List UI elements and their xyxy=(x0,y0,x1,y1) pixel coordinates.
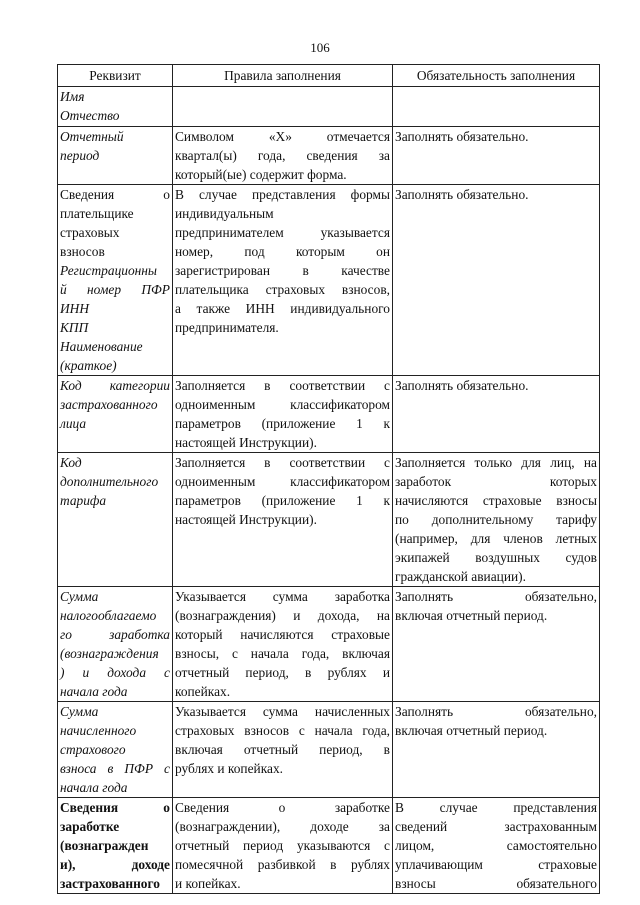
cell-text-line: дополнительного xyxy=(60,474,159,489)
cell-text-line: включая отчетный период. xyxy=(395,723,548,738)
cell-text-line: ) и дохода с xyxy=(60,665,170,680)
requisite-cell xyxy=(58,185,173,376)
cell-text-line: Имя xyxy=(60,89,85,104)
cell-text-line: Заполнять обязательно. xyxy=(395,129,529,144)
header-fill-obligation: Обязательность заполнения xyxy=(393,65,600,87)
cell-text-line: экипажей воздушных судов xyxy=(395,550,597,565)
requisite-cell xyxy=(58,453,173,587)
cell-text-line: номер, под которым он xyxy=(175,244,390,259)
cell-text-line: го заработка xyxy=(60,627,170,642)
cell-text-line: Заполняется только для лиц, на xyxy=(395,455,597,470)
cell-text-line: параметров (приложение 1 к xyxy=(175,416,390,431)
cell-text-line: Код xyxy=(60,455,82,470)
cell-text-line: Символом «X» отмечается xyxy=(175,129,390,144)
fill-rules-cell xyxy=(173,587,393,702)
obligation-cell xyxy=(393,87,600,127)
table-row xyxy=(58,587,600,702)
cell-text-line: отчетный период, в рублях и xyxy=(175,665,390,680)
cell-text-line: Отчество xyxy=(60,108,120,123)
header-fill-rules: Правила заполнения xyxy=(173,65,393,87)
table-row xyxy=(58,185,600,376)
fill-rules-cell xyxy=(173,87,393,127)
fill-rules-cell xyxy=(173,798,393,894)
cell-text-line: застрахованного xyxy=(60,876,160,891)
cell-text-line: квартал(ы) года, сведения за xyxy=(175,148,390,163)
cell-text-line: Сумма xyxy=(60,589,99,604)
cell-text-line: и), доходе xyxy=(60,857,170,872)
cell-text-line: Заполнять обязательно. xyxy=(395,187,529,202)
cell-text-line: плательщика страховых взносов, xyxy=(175,282,390,297)
fill-rules-cell xyxy=(173,376,393,453)
cell-text-line: лицом, самостоятельно xyxy=(395,838,597,853)
cell-text-line: взноса в ПФР с xyxy=(60,761,170,776)
cell-text-line: Сведения о xyxy=(60,187,170,202)
cell-text-line: зарегистрирован в качестве xyxy=(175,263,390,278)
cell-text-line: страховых взносов с начала года, xyxy=(175,723,390,738)
cell-text-line: В случае представления xyxy=(395,800,597,815)
cell-text-line: Указывается сумма начисленных xyxy=(175,704,390,719)
cell-text-line: который(ые) содержит форма. xyxy=(175,167,347,182)
fill-rules-cell xyxy=(173,702,393,798)
cell-text-line: лица xyxy=(60,416,87,431)
cell-text-line: период xyxy=(60,148,100,163)
cell-text-line: гражданской авиации). xyxy=(395,569,526,584)
cell-text-line: тарифа xyxy=(60,493,107,508)
cell-text-line: индивидуальным xyxy=(175,206,274,221)
cell-text-line: настоящей Инструкции). xyxy=(175,435,317,450)
cell-text-line: Наименование xyxy=(60,339,143,354)
cell-text-line: застрахованного xyxy=(60,397,158,412)
cell-text-line: по дополнительному тарифу xyxy=(395,512,597,527)
requisite-cell xyxy=(58,798,173,894)
requisite-cell xyxy=(58,587,173,702)
cell-text-line: Сумма xyxy=(60,704,99,719)
cell-text-line: заработке xyxy=(60,819,120,834)
requisite-cell xyxy=(58,87,173,127)
cell-text-line: копейках. xyxy=(175,684,231,699)
cell-text-line: (вознаграждения) и дохода, на xyxy=(175,608,390,623)
table-header-row xyxy=(58,65,600,87)
cell-text-line: (вознаграждении), доходе за xyxy=(175,819,390,834)
cell-text-line: и копейках. xyxy=(175,876,241,891)
cell-text-line: предпринимателем указывается xyxy=(175,225,390,240)
cell-text-line: заработок которых xyxy=(395,474,597,489)
cell-text-line: взносы обязательного xyxy=(395,876,597,891)
cell-text-line: (вознаграждения xyxy=(60,646,159,661)
cell-text-line: параметров (приложение 1 к xyxy=(175,493,390,508)
cell-text-line: одноименным классификатором xyxy=(175,397,390,412)
fill-rules-cell xyxy=(173,185,393,376)
cell-text-line: й номер ПФР xyxy=(60,282,170,297)
table-row xyxy=(58,702,600,798)
fill-rules-cell xyxy=(173,453,393,587)
cell-text-line: начисленного xyxy=(60,723,137,738)
cell-text-line: (краткое) xyxy=(60,358,117,373)
requisite-cell xyxy=(58,702,173,798)
cell-text-line: страховых xyxy=(60,225,120,240)
obligation-cell xyxy=(393,185,600,376)
cell-text-line: Заполняется в соответствии с xyxy=(175,378,390,393)
table-row xyxy=(58,87,600,127)
table-row xyxy=(58,453,600,587)
cell-text-line: включая отчетный период. xyxy=(395,608,548,623)
table-body xyxy=(58,87,600,894)
cell-text-line: Регистрационны xyxy=(60,263,158,278)
cell-text-line: помесячной разбивкой в рублях xyxy=(175,857,390,872)
cell-text-line: отчетный период указываются с xyxy=(175,838,390,853)
requisite-cell xyxy=(58,127,173,185)
cell-text-line: Указывается сумма заработка xyxy=(175,589,390,604)
cell-text-line: ИНН xyxy=(60,301,90,316)
cell-text-line: взносов xyxy=(60,244,105,259)
obligation-cell xyxy=(393,453,600,587)
cell-text-line: Сведения о заработке xyxy=(175,800,390,815)
table-row xyxy=(58,127,600,185)
fill-rules-cell xyxy=(173,127,393,185)
cell-text-line: взносы, с начала года, включая xyxy=(175,646,390,661)
cell-text-line: а также ИНН индивидуального xyxy=(175,301,390,316)
obligation-cell xyxy=(393,798,600,894)
page-number: 106 xyxy=(310,40,330,55)
cell-text-line: плательщике xyxy=(60,206,134,221)
cell-text-line: В случае представления формы xyxy=(175,187,390,202)
cell-text-line: уплачивающим страховые xyxy=(395,857,597,872)
cell-text-line: одноименным классификатором xyxy=(175,474,390,489)
obligation-cell xyxy=(393,376,600,453)
cell-text-line: (вознагражден xyxy=(60,838,149,853)
cell-text-line: рублях и копейках. xyxy=(175,761,284,776)
requisites-table xyxy=(57,64,600,894)
cell-text-line: включая отчетный период, в xyxy=(175,742,390,757)
cell-text-line: Заполнять обязательно, xyxy=(395,589,597,604)
cell-text-line: налогооблагаемо xyxy=(60,608,157,623)
cell-text-line: Заполнять обязательно, xyxy=(395,704,597,719)
table-row xyxy=(58,376,600,453)
cell-text-line: сведений застрахованным xyxy=(395,819,597,834)
cell-text-line: Отчетный xyxy=(60,129,124,144)
cell-text-line: КПП xyxy=(60,320,89,335)
cell-text-line: Код категории xyxy=(60,378,170,393)
cell-text-line: Сведения о xyxy=(60,800,170,815)
cell-text-line: который начисляются страховые xyxy=(175,627,390,642)
cell-text-line: начала года xyxy=(60,684,128,699)
cell-text-line: начисляются страховые взносы xyxy=(395,493,597,508)
header-requisite: Реквизит xyxy=(58,65,173,87)
cell-text-line: настоящей Инструкции). xyxy=(175,512,317,527)
cell-text-line: предпринимателя. xyxy=(175,320,279,335)
cell-text-line: (например, для членов летных xyxy=(395,531,597,546)
cell-text-line: Заполняется в соответствии с xyxy=(175,455,390,470)
cell-text-line: Заполнять обязательно. xyxy=(395,378,529,393)
requisite-cell xyxy=(58,376,173,453)
obligation-cell xyxy=(393,702,600,798)
table-row xyxy=(58,798,600,894)
cell-text-line: страхового xyxy=(60,742,126,757)
obligation-cell xyxy=(393,127,600,185)
obligation-cell xyxy=(393,587,600,702)
cell-text-line: начала года xyxy=(60,780,128,795)
